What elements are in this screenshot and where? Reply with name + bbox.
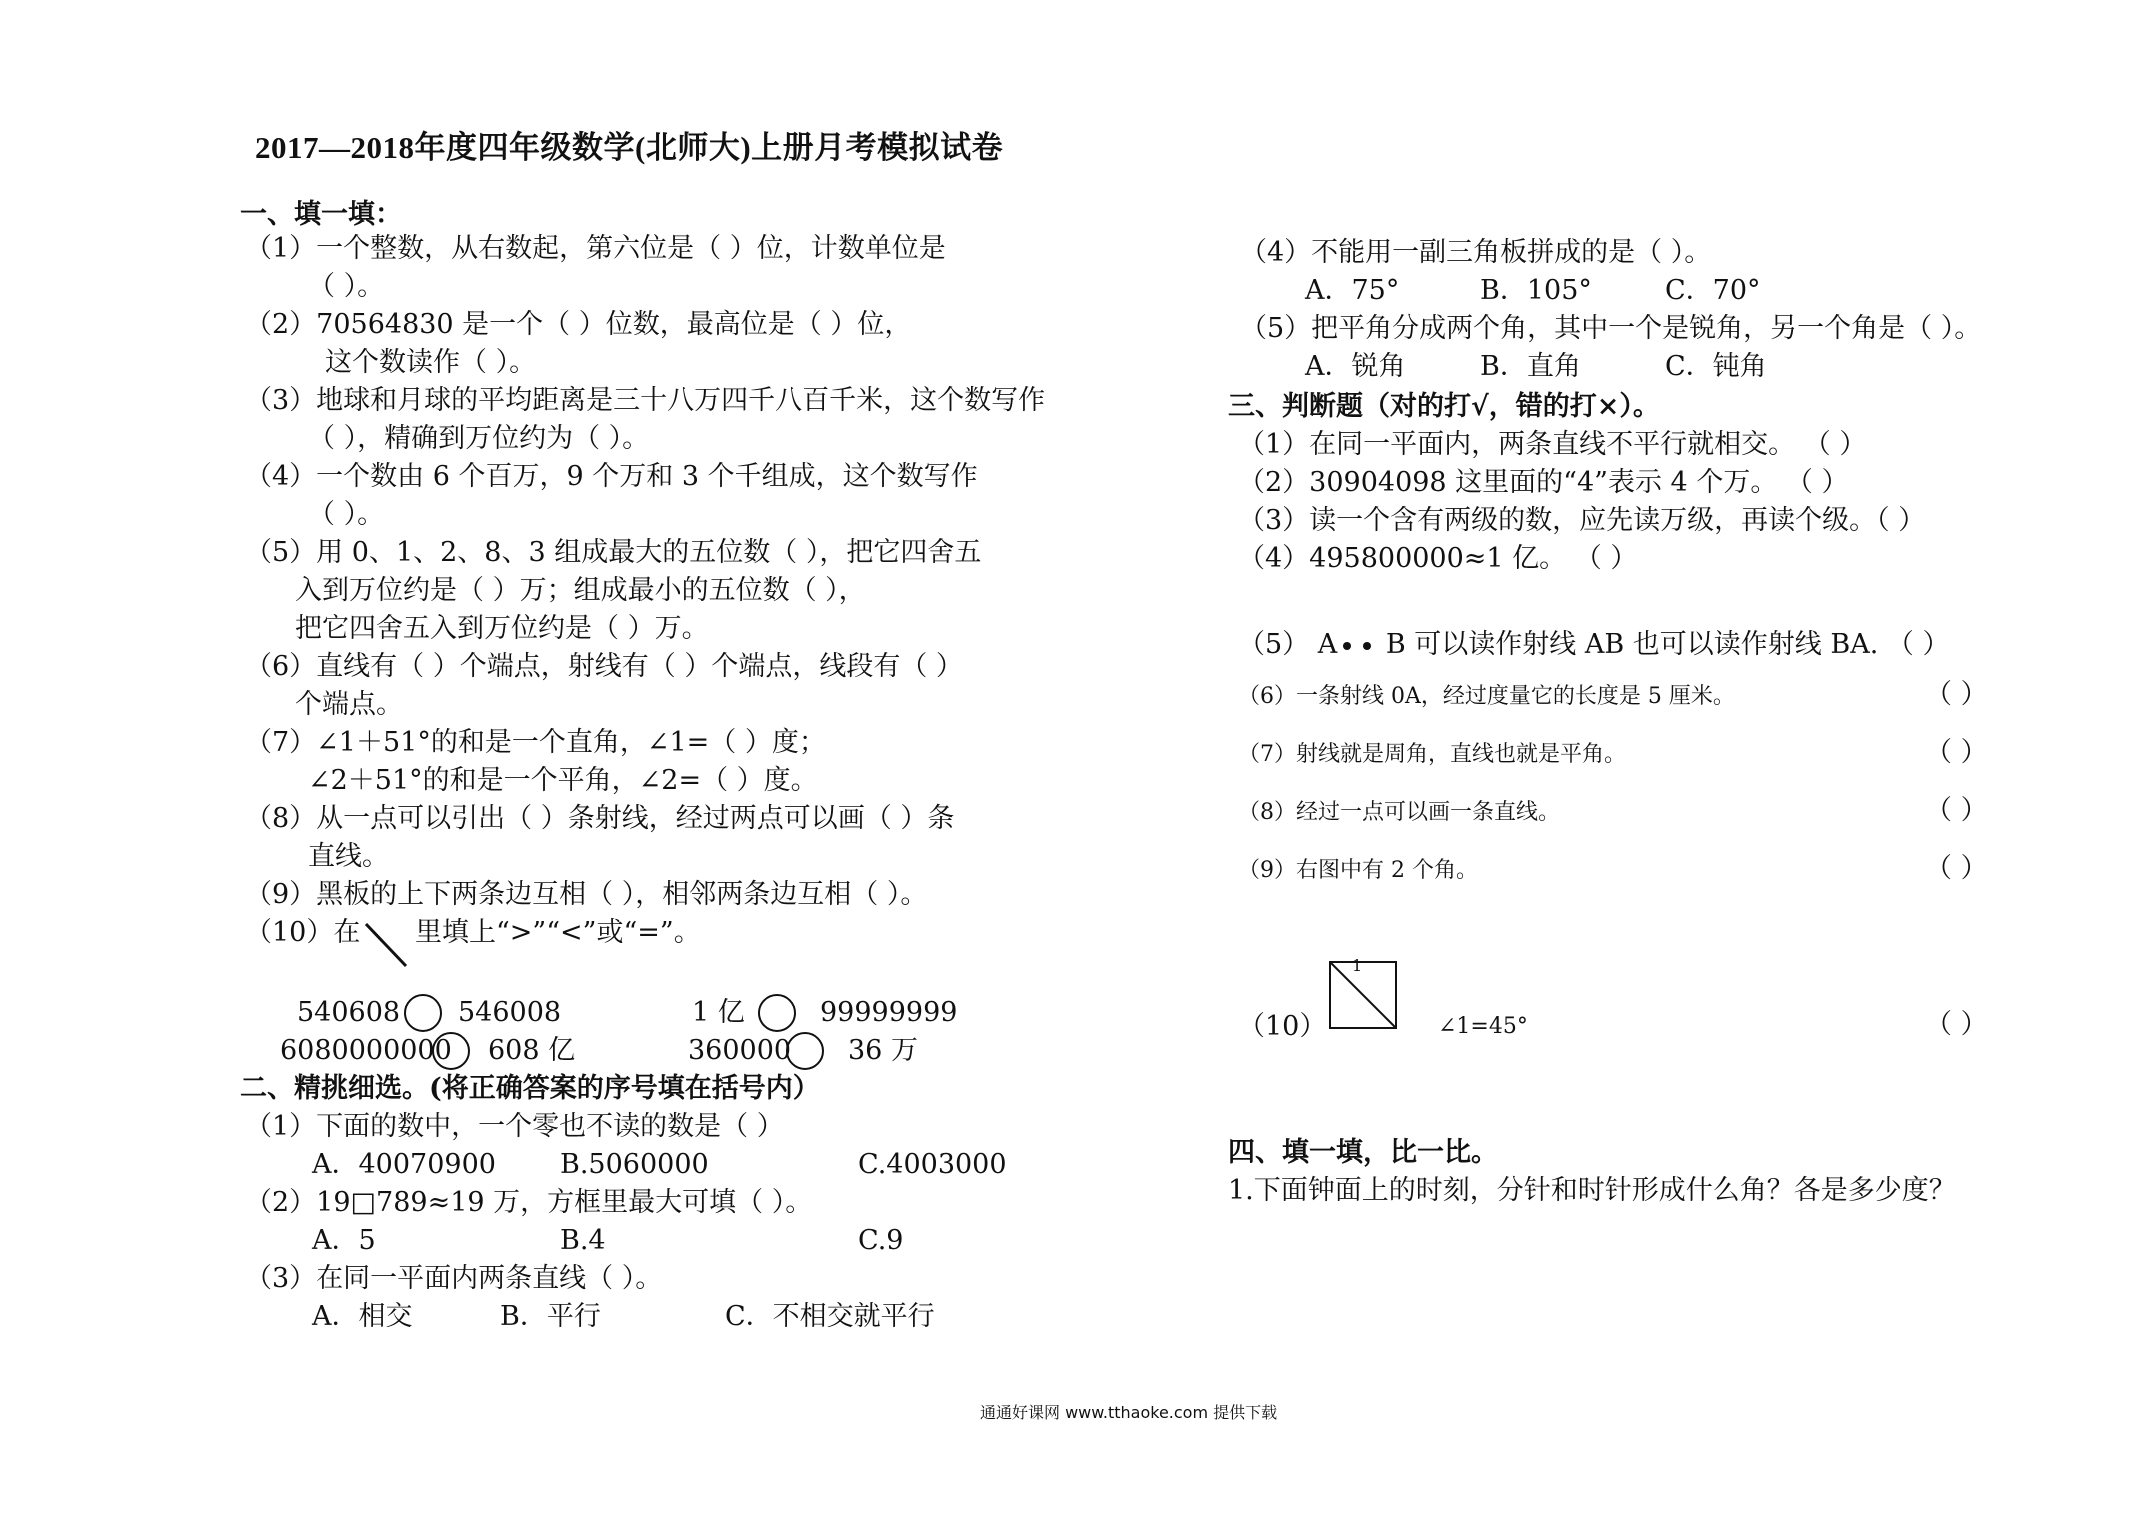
judge-3: （3）读一个含有两级的数，应先读万级，再读个级。（ ） (1238, 505, 1926, 536)
section-2-title: 二、精挑细选。(将正确答案的序号填在括号内） (240, 1073, 820, 1104)
judge-8-paren: （ ） (1925, 795, 1988, 826)
judge-6-paren: （ ） (1925, 679, 1988, 710)
q7-line-1: （7）∠1＋51°的和是一个直角，∠1=（ ）度； (245, 727, 826, 758)
q7-line-2: ∠2＋51°的和是一个平角，∠2=（ ）度。 (308, 765, 818, 796)
judge-5 (1238, 628, 1949, 662)
choice-1-opt-c: C.4003000 (858, 1149, 1007, 1180)
judge-5-pre: （5） A (1238, 629, 1338, 660)
q1-line-1: （1）一个整数，从右数起，第六位是（ ）位，计数单位是 (245, 233, 946, 264)
choice-4-opt-c: C．70° (1665, 275, 1761, 306)
cmp-3-a: 6080000000 (280, 1035, 452, 1066)
q4-line-2: （ ）。 (308, 499, 385, 530)
cmp-4-circle[interactable] (786, 1032, 824, 1070)
choice-1-opt-a: A．40070900 (312, 1149, 496, 1180)
q10-line-pre: （10）在 (245, 917, 361, 948)
cmp-4-a: 360000 (688, 1035, 792, 1066)
q6-line-2: 个端点。 (295, 689, 403, 720)
choice-4: （4）不能用一副三角板拼成的是（ ）。 (1240, 237, 1712, 268)
cmp-1-a: 540608 (297, 997, 401, 1028)
q5-line-3: 把它四舍五入到万位约是（ ）万。 (295, 613, 709, 644)
choice-5: （5）把平角分成两个角，其中一个是锐角，另一个角是（ ）。 (1240, 313, 1982, 344)
judge-8: （8）经过一点可以画一条直线。 (1238, 800, 1560, 825)
choice-3-opt-c: C．不相交就平行 (725, 1301, 935, 1332)
choice-4-opt-b: B．105° (1480, 275, 1592, 306)
slash-shape-icon (362, 920, 412, 972)
choice-2: （2）19□789≈19 万，方框里最大可填（ ）。 (245, 1187, 813, 1218)
judge-4: （4）495800000≈1 亿。 （ ） (1238, 543, 1638, 574)
choice-3: （3）在同一平面内两条直线（ ）。 (245, 1263, 663, 1294)
q2-line-2: 这个数读作（ ）。 (325, 347, 537, 378)
choice-5-opt-c: C．钝角 (1665, 351, 1767, 382)
cmp-2-circle[interactable] (758, 994, 796, 1032)
section-3-title: 三、判断题（对的打√，错的打×）。 (1228, 391, 1660, 422)
judge-2: （2）30904098 这里面的“4”表示 4 个万。 （ ） (1238, 467, 1849, 498)
choice-2-opt-a: A．5 (312, 1225, 376, 1256)
judge-1: （1）在同一平面内，两条直线不平行就相交。 （ ） (1238, 429, 1867, 460)
cmp-1-b: 546008 (458, 997, 562, 1028)
point-a-icon (1343, 642, 1351, 650)
q8-line-1: （8）从一点可以引出（ ）条射线，经过两点可以画（ ）条 (245, 803, 955, 834)
judge-10-label: （10） (1238, 1011, 1327, 1042)
q9-line: （9）黑板的上下两条边互相（ ），相邻两条边互相（ ）。 (245, 879, 928, 910)
judge-9: （9）右图中有 2 个角。 (1238, 858, 1478, 883)
choice-1-opt-b: B.5060000 (560, 1149, 709, 1180)
q2-line-1: （2）70564830 是一个（ ）位数，最高位是（ ）位， (245, 309, 912, 340)
cmp-3-b: 608 亿 (488, 1035, 576, 1066)
choice-5-opt-a: A．锐角 (1305, 351, 1406, 382)
q3-line-1: （3）地球和月球的平均距离是三十八万四千八百千米，这个数写作 (245, 385, 1046, 416)
choice-4-opt-a: A．75° (1305, 275, 1400, 306)
figure-angle-label: 1 (1352, 956, 1363, 975)
choice-5-opt-b: B．直角 (1480, 351, 1581, 382)
cmp-3-circle[interactable] (432, 1032, 470, 1070)
judge-5-post: B 可以读作射线 AB 也可以读作射线 BA. （ ） (1377, 629, 1950, 660)
judge-7-paren: （ ） (1925, 737, 1988, 768)
cmp-2-b: 99999999 (820, 997, 958, 1028)
choice-1: （1）下面的数中，一个零也不读的数是（ ） (245, 1111, 784, 1142)
judge-6: （6）一条射线 0A，经过度量它的长度是 5 厘米。 (1238, 684, 1735, 709)
q5-line-1: （5）用 0、1、2、8、3 组成最大的五位数（ ），把它四舍五 (245, 537, 982, 568)
footer-credit: 通通好课网 www.tthaoke.com 提供下载 (980, 1403, 1278, 1422)
square-diagonal-figure (1328, 960, 1400, 1032)
cmp-1-circle[interactable] (404, 994, 442, 1032)
judge-7: （7）射线就是周角，直线也就是平角。 (1238, 742, 1626, 767)
q8-line-2: 直线。 (308, 841, 389, 872)
section-4-q1: 1.下面钟面上的时刻，分针和时针形成什么角？各是多少度？ (1228, 1175, 1956, 1206)
choice-3-opt-a: A．相交 (312, 1301, 413, 1332)
choice-2-opt-b: B.4 (560, 1225, 606, 1256)
q4-line-1: （4）一个数由 6 个百万，9 个万和 3 个千组成，这个数写作 (245, 461, 978, 492)
choice-2-opt-c: C.9 (858, 1225, 904, 1256)
section-4-title: 四、填一填，比一比。 (1228, 1137, 1498, 1168)
page-title: 2017—2018年度四年级数学(北师大)上册月考模拟试卷 (255, 130, 1004, 165)
q10-line-post: 里填上“>”“<”或“=”。 (415, 917, 701, 948)
q5-line-2: 入到万位约是（ ）万；组成最小的五位数（ ）， (295, 575, 866, 606)
choice-3-opt-b: B．平行 (500, 1301, 601, 1332)
judge-10-text: ∠1=45° (1438, 1014, 1528, 1039)
point-b-icon (1363, 642, 1371, 650)
judge-9-paren: （ ） (1925, 853, 1988, 884)
judge-10-paren: （ ） (1925, 1009, 1988, 1040)
q6-line-1: （6）直线有（ ）个端点，射线有（ ）个端点，线段有（ ） (245, 651, 963, 682)
section-1-title: 一、填一填： (240, 199, 402, 230)
q3-line-2: （ ），精确到万位约为（ ）。 (308, 423, 650, 454)
q1-line-2: （ ）。 (308, 271, 385, 302)
cmp-2-a: 1 亿 (692, 997, 745, 1028)
cmp-4-b: 36 万 (848, 1035, 918, 1066)
